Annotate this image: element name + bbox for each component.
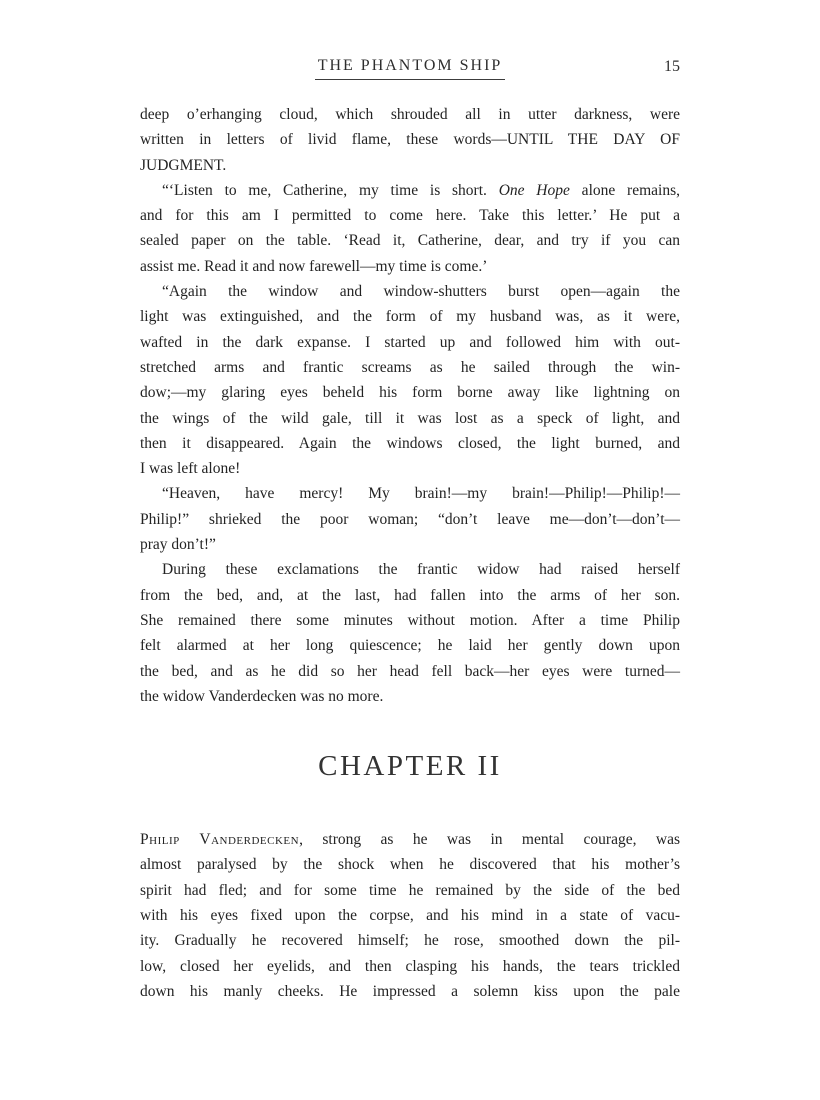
text-segment: JUDGMENT.: [140, 156, 227, 174]
text-line: [140, 431, 680, 456]
running-header-title: THE PHANTOM SHIP: [315, 57, 506, 80]
text-block: [140, 0, 680, 1004]
paragraph: [140, 178, 680, 279]
text-line: [140, 633, 680, 658]
text-segment: Philip!” shrieked the poor woman; “don’t leave me—don’t—don’t—: [140, 510, 680, 528]
paragraph: [140, 827, 680, 1004]
paragraph: [140, 557, 680, 709]
text-line: [140, 608, 680, 633]
text-segment: written in letters of livid flame, these words—UNTIL THE DAY OF: [140, 131, 680, 149]
text-line: [140, 979, 680, 1004]
text-line: [140, 659, 680, 684]
text-line: [140, 304, 680, 329]
text-line: [140, 254, 680, 279]
text-segment: “Heaven, have mercy! My brain!—my brain!—Philip!—Philip!—: [162, 485, 680, 503]
text-line: [140, 532, 680, 557]
text-segment: alone remains,: [569, 181, 680, 199]
text-segment: spirit had fled; and for some time he remained by the side of the bed: [140, 881, 680, 899]
text-segment: with his eyes fixed upon the corpse, and his mind in a state of vacu-: [140, 907, 680, 925]
text-segment: deep o’erhanging cloud, which shrouded all in utter darkness, were: [140, 106, 680, 123]
text-line: [140, 102, 680, 127]
text-segment: light was extinguished, and the form of my husband was, as it were,: [140, 308, 680, 326]
text-line: [140, 954, 680, 979]
text-line: [140, 228, 680, 253]
text-line: [140, 481, 680, 506]
text-segment: During these exclamations the frantic widow had raised herself: [162, 561, 680, 579]
text-segment-smallcaps: Philip Vanderdecken: [140, 831, 300, 849]
text-line: [140, 852, 680, 877]
text-segment: I was left alone!: [140, 460, 241, 478]
text-segment: pray don’t!”: [140, 536, 216, 554]
text-segment: assist me. Read it and now farewell—my time is come.’: [140, 257, 488, 275]
text-segment: almost paralysed by the shock when he discovered that his mother’s: [140, 856, 680, 874]
text-line: [140, 279, 680, 304]
text-line: [140, 684, 680, 709]
text-segment: the widow Vanderdecken was no more.: [140, 687, 384, 705]
text-line: [140, 928, 680, 953]
text-line: [140, 127, 680, 152]
text-segment: She remained there some minutes without motion. After a time Philip: [140, 611, 680, 629]
text-line: [140, 507, 680, 532]
text-segment: “Again the window and window-shutters burst open—again the: [162, 283, 680, 301]
text-line: [140, 456, 680, 481]
text-segment: sealed paper on the table. ‘Read it, Catherine, dear, and try if you can: [140, 232, 680, 250]
text-line: [140, 827, 680, 852]
text-segment: then it disappeared. Again the windows closed, the light burned, and: [140, 434, 680, 452]
text-line: [140, 153, 680, 178]
text-line: [140, 557, 680, 582]
text-segment-italic: One Hope: [498, 181, 570, 199]
paragraph: [140, 279, 680, 481]
text-segment: from the bed, and, at the last, had fallen into the arms of her son.: [140, 586, 680, 604]
chapter-heading: CHAPTER II: [318, 750, 502, 783]
text-segment: low, closed her eyelids, and then clasping his hands, the tears trickled: [140, 957, 680, 975]
text-segment: “‘Listen to me, Catherine, my time is short.: [162, 181, 499, 199]
text-line: [140, 380, 680, 405]
text-line: [140, 178, 680, 203]
running-header: [140, 57, 680, 84]
text-segment: and for this am I permitted to come here. Take this letter.’ He put a: [140, 207, 680, 225]
paragraph: [140, 102, 680, 178]
text-segment: ity. Gradually he recovered himself; he rose, smoothed down the pil-: [140, 932, 680, 950]
text-line: [140, 406, 680, 431]
text-line: [140, 583, 680, 608]
text-line: [140, 330, 680, 355]
text-segment: the wings of the wild gale, till it was lost as a speck of light, and: [140, 409, 680, 427]
paragraph: [140, 481, 680, 557]
text-segment: stretched arms and frantic screams as he sailed through the win-: [140, 358, 680, 376]
text-segment: dow;—my glaring eyes beheld his form borne away like lightning on: [140, 384, 680, 402]
text-line: [140, 355, 680, 380]
text-segment: , strong as he was in mental courage, was: [299, 831, 680, 849]
text-segment: felt alarmed at her long quiescence; he laid her gently down upon: [140, 637, 680, 655]
text-segment: down his manly cheeks. He impressed a solemn kiss upon the pale: [140, 982, 680, 1000]
text-line: [140, 878, 680, 903]
text-line: [140, 203, 680, 228]
text-segment: wafted in the dark expanse. I started up and followed him with out-: [140, 333, 680, 351]
chapter-text: [140, 827, 680, 1004]
page-number: 15: [664, 58, 680, 75]
body-text: [140, 102, 680, 709]
text-segment: the bed, and as he did so her head fell back—her eyes were turned—: [140, 662, 680, 680]
text-line: [140, 903, 680, 928]
